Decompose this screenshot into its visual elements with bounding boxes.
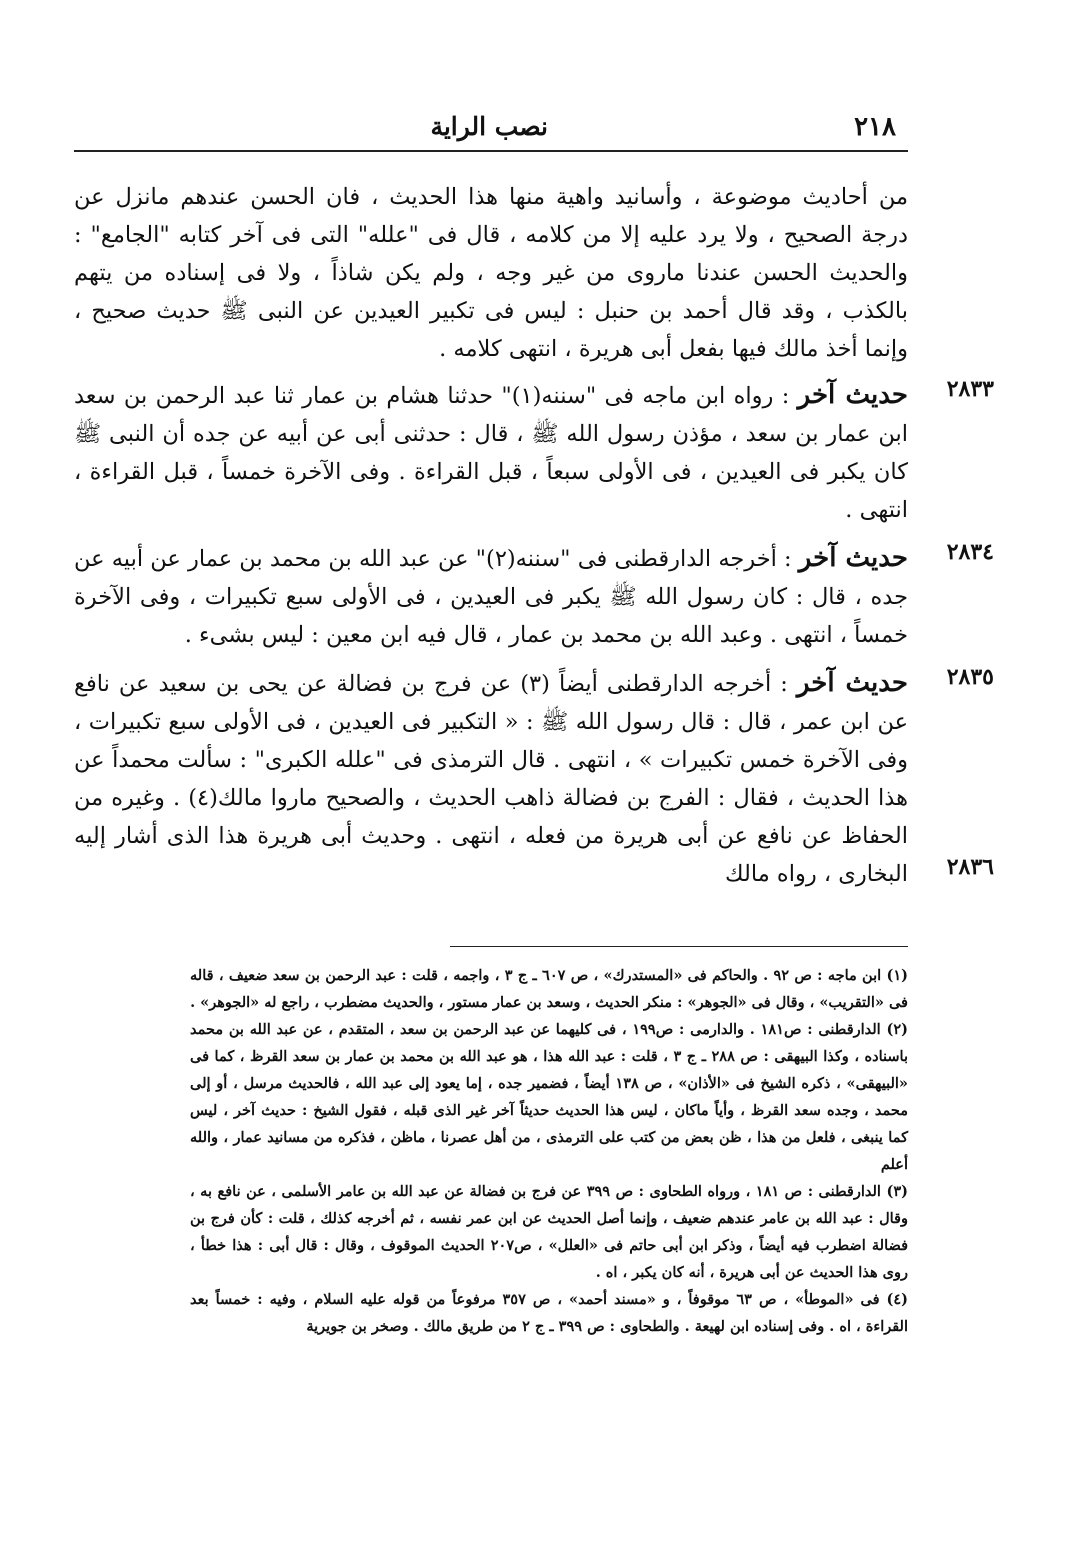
running-title: نصب الراية (430, 112, 548, 141)
hadith-label: حديث آخر (798, 543, 908, 573)
page-number: ٢١٨ (854, 112, 896, 142)
header-rule (74, 150, 908, 152)
hadith-number: ٢٨٣٣ (946, 376, 994, 402)
footnote-1: (١) ابن ماجه : ص ٩٢ . والحاكم فى «المستدرك» ، ص ٦٠٧ ـ ج ٣ ، واجمه ، قلت : عبد الرحمن بن سعد ضعيف ، قاله فى «التقريب» ، وقال فى «الجوهر» : منكر الحديث ، وسعد بن عمار مستور ، والحديث مضطرب ، راجع له «الجوهر» . (190, 967, 908, 1011)
main-text (74, 178, 994, 903)
footnote-4: (٤) فى «الموطأ» ، ص ٦٣ موقوفاً ، و «مسند أحمد» ، ص ٣٥٧ مرفوعاً من قوله عليه السلام ، وفيه : خمساً بعد القراءة ، اه . وفى إسناده ابن لهيعة . والطحاوى : ص ٣٩٩ ـ ج ٢ من طريق مالك . وصخر بن جويرية (190, 1291, 909, 1335)
hadith-number-2836: ٢٨٣٦ (946, 854, 994, 880)
hadith-number: ٢٨٣٥ (946, 664, 994, 690)
footnote-2: (٢) الدارقطنى : ص١٨١ . والدارمى : ص١٩٩ ، فى كليهما عن عبد الرحمن بن سعد ، المتقدم ، عن عبد الله بن محمد باسناده ، وكذا البيهقى : ص ٢٨٨ ـ ج ٣ ، قلت : عبد الله هذا ، هو عبد الله بن محمد بن عمار بن سعد القرظ ، كما فى «البيهقى» ، ذكره الشيخ فى «الأذان» ، ص ١٣٨ أيضاً ، فضمير جده ، إما يعود إلى عبد الله ، فالحديث مرسل ، أو إلى محمد ، وجده سعد القرظ ، وأياً ماكان ، ليس هذا الحديث حديثاً آخر غير الذى قبله ، فقول الشيخ : حديث آخر ، ليس كما ينبغى ، فلعل من هذا ، ظن بعض من كتب على الترمذى ، من أهل عصرنا ، ماظن ، فذكره من مسانيد عمار ، والله أعلم (190, 1021, 908, 1173)
footnote-rule (450, 946, 908, 947)
intro-paragraph: من أحاديث موضوعة ، وأسانيد واهية منها هذا الحديث ، فان الحسن عندهم مانزل عن درجة الصحيح ، ولا يرد عليه إلا من كلامه ، قال فى "علله" التى فى آخر كتابه "الجامع" : والحديث الحسن عندنا ماروى من غير وجه ، ولم يكن شاذاً ، ولا فى إسناده من يتهم بالكذب ، وقد قال أحمد بن حنبل : ليس فى تكبير العيدين عن النبى ﷺ حديث صحيح ، وإنما أخذ مالك فيها بفعل أبى هريرة ، انتهى كلامه . (74, 184, 908, 362)
hadith-number: ٢٨٣٤ (946, 539, 994, 565)
hadith-entry-2834 (74, 539, 994, 654)
footnotes (190, 962, 908, 1340)
footnote-3: (٣) الدارقطنى : ص ١٨١ ، ورواه الطحاوى : ص ٣٩٩ عن فرج بن فضالة عن عبد الله بن عامر الأسلمى ، عن نافع به ، وقال : عبد الله بن عامر عندهم ضعيف ، وإنما أصل الحديث عن ابن عمر نفسه ، ثم أخرجه كذلك ، قلت : كأن فرج بن فضالة اضطرب فيه أيضاً ، وذكر ابن أبى حاتم فى «العلل» ، ص٢٠٧ الحديث الموقوف ، وقال : قال أبى : هذا خطأ ، روى هذا الحديث عن أبى هريرة ، أنه كان يكبر ، اه . (190, 1183, 908, 1281)
hadith-entry-2833 (74, 376, 994, 529)
hadith-text: : أخرجه الدارقطنى فى "سننه(٢)" عن عبد الله بن محمد بن عمار عن أبيه عن جده ، قال : كان رسول الله ﷺ يكبر فى العيدين ، فى الأولى سبع تكبيرات ، وفى الآخرة خمساً ، انتهى . وعبد الله بن محمد بن عمار ، قال فيه ابن معين : ليس بشىء . (74, 546, 908, 648)
hadith-entry-2835 (74, 664, 994, 893)
hadith-label: حديث آخر (797, 380, 908, 410)
hadith-text: : أخرجه الدارقطنى أيضاً (٣) عن فرج بن فضالة عن يحى بن سعيد عن نافع عن ابن عمر ، قال : قال رسول الله ﷺ : « التكبير فى العيدين ، فى الأولى سبع تكبيرات ، وفى الآخرة خمس تكبيرات » ، انتهى . قال الترمذى فى "علله الكبرى" : سألت محمداً عن هذا الحديث ، فقال : الفرج بن فضالة ذاهب الحديث ، والصحيح ماروا مالك(٤) . وغيره من الحفاظ عن نافع عن أبى هريرة من فعله ، انتهى . وحديث أبى هريرة هذا الذى أشار إليه البخارى ، رواه مالك (74, 671, 908, 887)
hadith-label: حديث آخر (796, 668, 908, 698)
hadith-text: : رواه ابن ماجه فى "سننه(١)" حدثنا هشام بن عمار ثنا عبد الرحمن بن سعد ابن عمار بن سعد ، مؤذن رسول الله ﷺ ، قال : حدثنى أبى عن أبيه عن جده أن النبى ﷺ كان يكبر فى العيدين ، فى الأولى سبعاً ، قبل القراءة . وفى الآخرة خمساً ، قبل القراءة ، انتهى . (74, 383, 908, 523)
page-header (74, 110, 908, 144)
